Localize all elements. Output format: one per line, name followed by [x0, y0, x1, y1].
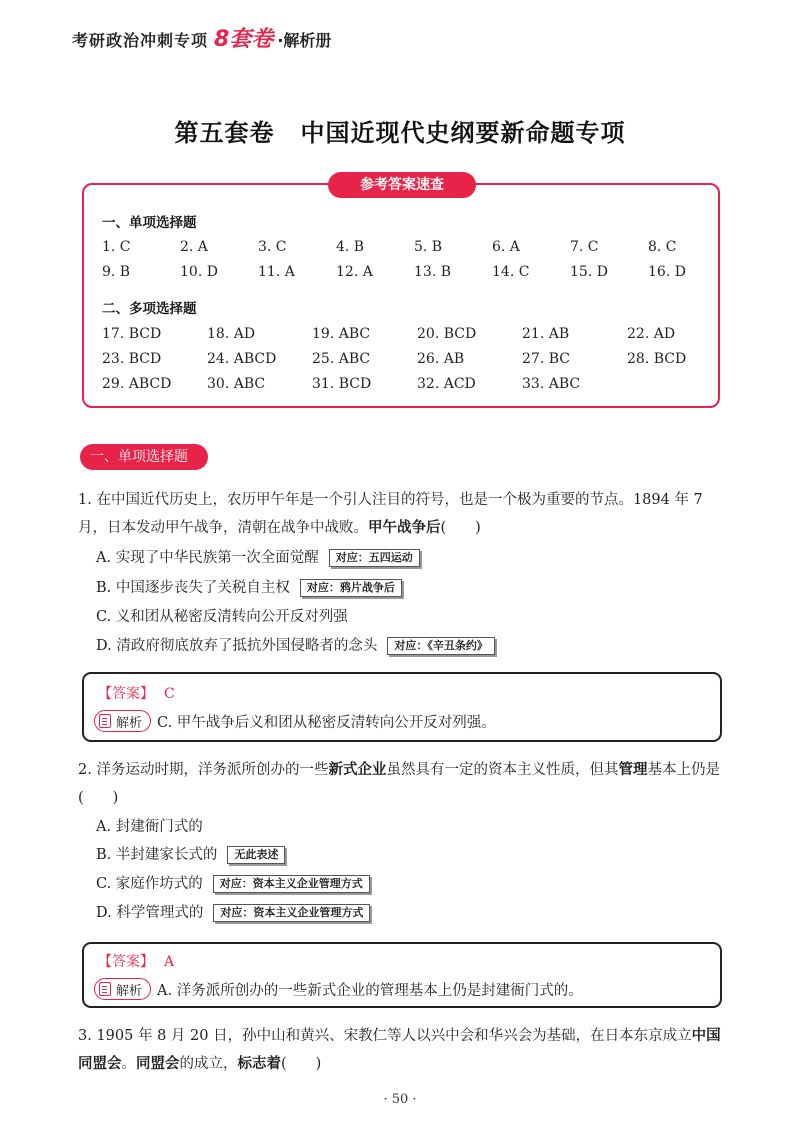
answer-cell: 30. ABC — [207, 376, 266, 392]
answer-cell: 33. ABC — [522, 376, 581, 392]
header-subtitle: 解析册 — [283, 31, 332, 50]
explain-badge — [94, 710, 151, 732]
q1-option-b — [96, 578, 402, 598]
q2-option-b — [96, 845, 285, 865]
answer-cell: 32. ACD — [417, 376, 476, 392]
q1-option-d — [96, 636, 495, 656]
answer-cell: 1. C — [102, 239, 131, 255]
q1-answer-box — [82, 672, 722, 742]
answer-key-box — [82, 177, 720, 408]
explain-label: 解析 — [116, 983, 143, 999]
stem-bold: 管理 — [618, 762, 648, 778]
brand-logo: 8套卷 — [214, 27, 274, 52]
option-text: A. 封建衙门式的 — [96, 819, 203, 835]
answer-cell: 28. BCD — [627, 351, 687, 367]
answer-cell: 27. BC — [522, 351, 570, 367]
answer-cell: 18. AD — [207, 326, 256, 342]
q1-option-a — [96, 548, 420, 568]
answer-cell: 24. ABCD — [207, 351, 277, 367]
answer-cell: 4. B — [336, 239, 365, 255]
answer-cell: 5. B — [414, 239, 443, 255]
answer-cell: 15. D — [570, 264, 608, 280]
option-text: C. 义和团从秘密反清转向公开反对列强 — [96, 609, 348, 625]
single-choice-grid — [102, 239, 726, 280]
header-dot: · — [277, 31, 284, 50]
answer-cell: 29. ABCD — [102, 376, 172, 392]
stem-bold: 标志着 — [237, 1056, 281, 1072]
q2-option-d — [96, 903, 370, 923]
explain-text: A. 洋务派所创办的一些新式企业的管理基本上仍是封建衙门式的。 — [157, 982, 583, 999]
answer-cell: 3. C — [258, 239, 287, 255]
page-title — [0, 113, 800, 148]
answer-label: 【答案】 — [98, 954, 154, 970]
answer-cell: 20. BCD — [417, 326, 477, 342]
title-part2: 中国近现代史纲要新命题专项 — [300, 119, 626, 147]
answer-cell: 6. A — [492, 239, 520, 255]
stem-bold: 中国同盟会 — [78, 1028, 721, 1072]
stem-bold: 甲午战争后 — [368, 520, 441, 536]
page-number: · 50 · — [383, 1092, 417, 1107]
stem-bold: 新式企业 — [328, 762, 387, 778]
title-part1: 第五套卷 — [174, 119, 275, 147]
answer-cell: 22. AD — [627, 326, 676, 342]
stem-text: 的成立， — [179, 1056, 238, 1072]
option-tag: 对应：鸦片战争后 — [300, 579, 402, 597]
stem-text: 。 — [121, 1056, 136, 1072]
series-title: 考研政治冲刺专项 — [72, 31, 209, 50]
answer-cell: 7. C — [570, 239, 599, 255]
q2-answer — [98, 951, 174, 971]
stem-paren: ( ) — [440, 520, 481, 536]
answer-key-pill: 参考答案速查 — [328, 172, 476, 198]
q1-answer — [98, 683, 175, 703]
option-tag: 无此表述 — [227, 846, 285, 864]
option-text: C. 家庭作坊式的 — [96, 876, 203, 892]
multi-choice-grid — [102, 326, 732, 392]
section-label: 一、单项选择题 — [80, 444, 208, 470]
option-text: B. 半封建家长式的 — [96, 847, 218, 863]
answer-cell: 19. ABC — [312, 326, 371, 342]
answer-cell: 11. A — [258, 264, 295, 280]
document-icon — [99, 714, 111, 728]
q2-option-a — [96, 817, 203, 837]
answer-cell: 23. BCD — [102, 351, 162, 367]
stem-text: 虽然具有一定的资本主义性质，但其 — [386, 762, 619, 778]
stem-text: 2. 洋务运动时期，洋务派所创办的一些 — [78, 762, 329, 778]
option-text: A. 实现了中华民族第一次全面觉醒 — [96, 550, 319, 566]
answer-cell: 17. BCD — [102, 326, 162, 342]
option-text: D. 科学管理式的 — [96, 905, 204, 921]
question-1-stem — [78, 486, 730, 542]
answer-label: 【答案】 — [98, 686, 154, 702]
answer-cell: 31. BCD — [312, 376, 372, 392]
running-header — [72, 22, 331, 53]
single-choice-label: 一、单项选择题 — [102, 215, 197, 231]
option-tag: 对应：五四运动 — [329, 549, 420, 567]
answer-cell: 12. A — [336, 264, 373, 280]
multi-choice-label: 二、多项选择题 — [102, 301, 197, 317]
stem-text: 3. 1905 年 8 月 20 日，孙中山和黄兴、宋教仁等人以兴中会和华兴会为基础，在日本东京成立 — [78, 1028, 692, 1044]
option-text: D. 清政府彻底放弃了抵抗外国侵略者的念头 — [96, 638, 378, 654]
document-icon — [99, 982, 111, 996]
q1-explanation — [94, 710, 496, 732]
stem-text: 1. 在中国近代历史上，农历甲午年是一个引人注目的符号，也是一个极为重要的节点。1894 年 7 月，日本发动甲午战争，清朝在战争中战败。 — [78, 492, 703, 536]
stem-bold: 同盟会 — [136, 1056, 180, 1072]
answer-cell: 10. D — [180, 264, 218, 280]
answer-value: A — [164, 954, 175, 970]
option-text: B. 中国逐步丧失了关税自主权 — [96, 580, 290, 596]
answer-cell: 26. AB — [417, 351, 465, 367]
explain-text: C. 甲午战争后义和团从秘密反清转向公开反对列强。 — [157, 714, 496, 731]
explain-badge — [94, 978, 151, 1000]
answer-cell: 16. D — [648, 264, 686, 280]
answer-cell: 13. B — [414, 264, 452, 280]
answer-cell: 2. A — [180, 239, 208, 255]
q2-explanation — [94, 978, 583, 1000]
stem-text: 基本上仍是( ) — [78, 762, 720, 806]
stem-paren: ( ) — [281, 1056, 322, 1072]
question-3-stem — [78, 1022, 730, 1078]
answer-cell: 9. B — [102, 264, 131, 280]
question-2-stem — [78, 756, 730, 812]
option-tag: 对应：资本主义企业管理方式 — [213, 904, 370, 922]
q2-option-c — [96, 874, 370, 894]
answer-value: C — [164, 686, 175, 702]
answer-cell: 8. C — [648, 239, 677, 255]
q2-answer-box — [82, 942, 722, 1008]
q1-option-c — [96, 607, 348, 627]
answer-cell: 14. C — [492, 264, 530, 280]
option-tag: 对应：《辛丑条约》 — [387, 637, 495, 655]
option-tag: 对应：资本主义企业管理方式 — [213, 875, 370, 893]
answer-cell: 21. AB — [522, 326, 570, 342]
answer-cell: 25. ABC — [312, 351, 371, 367]
explain-label: 解析 — [116, 715, 143, 731]
